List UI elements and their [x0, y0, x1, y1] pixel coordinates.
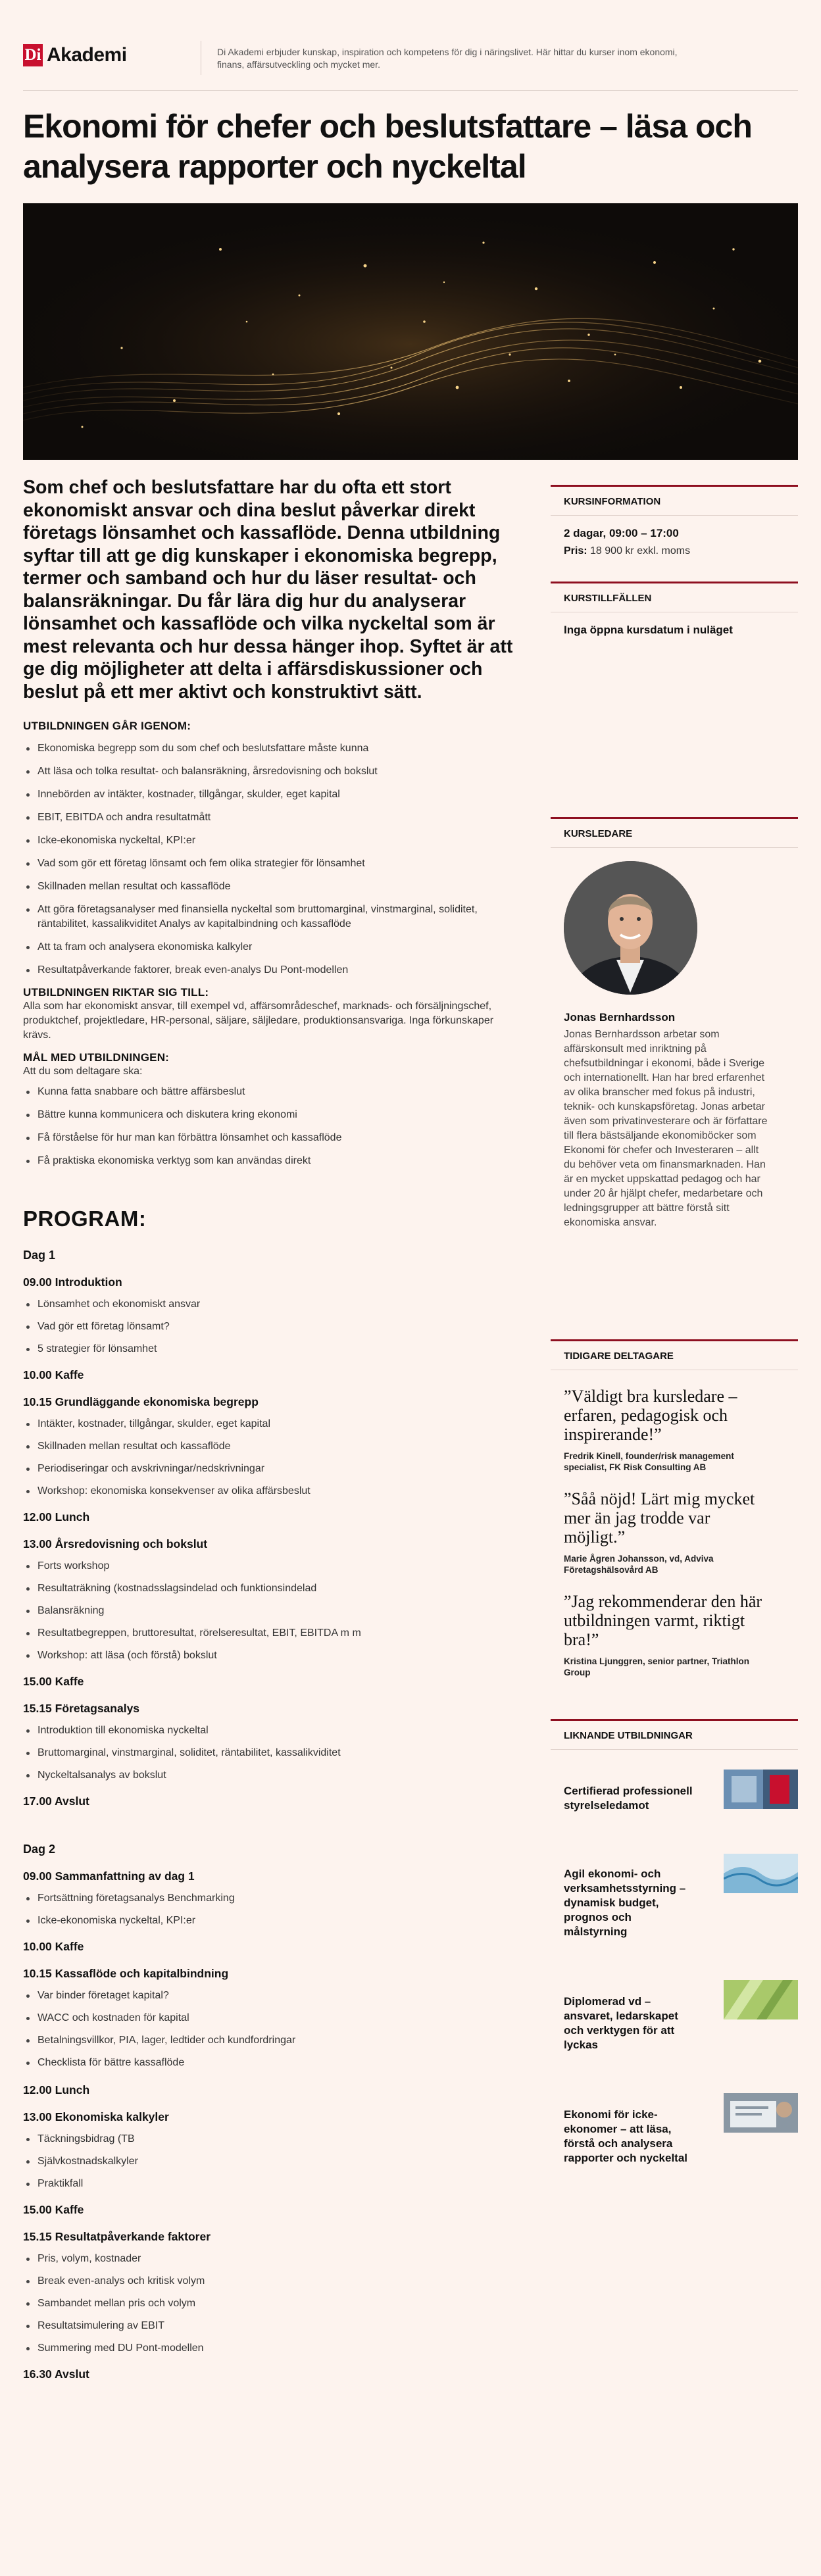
list-item: Få förståelse för hur man kan förbättra lönsamhet och kassaflöde: [23, 1131, 524, 1145]
program-heading: PROGRAM:: [23, 1206, 147, 1231]
day-heading: Dag 1: [23, 1249, 56, 1262]
list-item: Ekonomiska begrepp som du som chef och beslutsfattare måste kunna: [23, 741, 524, 756]
list-item: Skillnaden mellan resultat och kassaflöde: [23, 879, 524, 894]
di-akademi-logo[interactable]: [23, 44, 127, 66]
course-lead: Som chef och beslutsfattare har du ofta ett stort ekonomiskt ansvar och dina beslut påverkar direkt företags lönsamhet och kassaflöde. Denna utbildning syftar till att ge dig kunskaper i ekonomiska begrepp, termer och samband och hur du läser resultat- och balansräkningar. Du får lära dig hur du analyserar lönsamhet och kassaflöde och vilka nyckeltal som är mest relevanta och hur dessa hänger ihop. Syftet är att ge dig möjligheter att delta i affärsdiskussioner och beslut på ett mer aktivt och konstruktivt sätt.: [23, 477, 513, 703]
list-item: Vad gör ett företag lönsamt?: [23, 1320, 524, 1334]
session-list: [23, 1297, 524, 1356]
list-item: Pris, volym, kostnader: [23, 2252, 524, 2266]
list-item: Checklista för bättre kassaflöde: [23, 2056, 524, 2070]
list-item: Resultaträkning (kostnadsslagsindelad och funktionsindelad: [23, 1581, 524, 1596]
session-title: 15.15 Företagsanalys: [23, 1702, 140, 1715]
covers-heading: UTBILDNINGEN GÅR IGENOM:: [23, 720, 191, 732]
testimonial-author: Kristina Ljunggren, senior partner, Triathlon Group: [564, 1656, 750, 1677]
goals-heading: MÅL MED UTBILDNINGEN:: [23, 1051, 170, 1064]
list-item: Vad som gör ett företag lönsamt och fem olika strategier för lönsamhet: [23, 856, 524, 871]
session-title: 13.00 Årsredovisning och bokslut: [23, 1537, 208, 1550]
end-title: 17.00 Avslut: [23, 1795, 89, 1808]
card-divider: [551, 1749, 798, 1750]
break-title: 10.00 Kaffe: [23, 1368, 84, 1381]
session-title: 10.15 Grundläggande ekonomiska begrepp: [23, 1395, 259, 1408]
list-item: Balansräkning: [23, 1604, 524, 1618]
session-title: 09.00 Introduktion: [23, 1276, 122, 1289]
related-course-title[interactable]: Diplomerad vd – ansvaret, ledarskapet och verktygen för att lyckas: [564, 1995, 678, 2051]
list-item: Att ta fram och analysera ekonomiska kalkyler: [23, 940, 524, 954]
related-course-thumbnail[interactable]: [724, 1770, 798, 1809]
list-item: Bättre kunna kommunicera och diskutera kring ekonomi: [23, 1108, 524, 1122]
list-item: Att läsa och tolka resultat- och balansräkning, årsredovisning och bokslut: [23, 764, 524, 779]
list-item: Kunna fatta snabbare och bättre affärsbeslut: [23, 1085, 524, 1099]
break-title: 10.00 Kaffe: [23, 1940, 84, 1953]
list-item: Icke-ekonomiska nyckeltal, KPI:er: [23, 833, 524, 848]
end-title: 16.30 Avslut: [23, 2367, 89, 2381]
price-label: Pris:: [564, 545, 587, 557]
list-item: Resultatbegreppen, bruttoresultat, rörelseresultat, EBIT, EBITDA m m: [23, 1626, 524, 1641]
related-course-thumbnail[interactable]: [724, 1980, 798, 2019]
related-course-link[interactable]: [551, 2093, 798, 2166]
testimonial: [551, 1592, 798, 1678]
related-course-title[interactable]: Certifierad professionell styrelseledamot: [564, 1785, 693, 1812]
list-item: Nyckeltalsanalys av bokslut: [23, 1768, 524, 1783]
logo-text: Akademi: [47, 44, 127, 66]
related-course-thumbnail[interactable]: [724, 2093, 798, 2133]
course-description: [23, 476, 524, 2381]
list-item: Innebörden av intäkter, kostnader, tillgångar, skulder, eget kapital: [23, 787, 524, 802]
page-title: Ekonomi för chefer och beslutsfattare – läsa och analysera rapporter och nyckeltal: [23, 108, 752, 185]
card-title: TIDIGARE DELTAGARE: [564, 1350, 674, 1362]
testimonial-author: Marie Ågren Johansson, vd, Adviva Företagshälsovård AB: [564, 1554, 714, 1575]
goals-list: [23, 1085, 524, 1168]
related-course-link[interactable]: [551, 1770, 798, 1813]
list-item: Att göra företagsanalyser med finansiella nyckeltal som bruttomarginal, vinstmarginal, soliditet, räntabilitet, kassalikviditet Analys av kapitalbindning och kassaflöde: [23, 903, 524, 931]
list-item: Icke-ekonomiska nyckeltal, KPI:er: [23, 1914, 524, 1928]
list-item: Intäkter, kostnader, tillgångar, skulder, eget kapital: [23, 1417, 524, 1431]
session-title: 10.15 Kassaflöde och kapitalbindning: [23, 1967, 229, 1980]
session-list: [23, 1417, 524, 1499]
testimonial-quote: ”Väldigt bra kursledare – erfaren, pedagogisk och inspirerande!”: [564, 1387, 737, 1444]
list-item: Workshop: att läsa (och förstå) bokslut: [23, 1648, 524, 1663]
testimonial-quote: ”Såå nöjd! Lärt mig mycket mer än jag trodde var möjligt.”: [564, 1489, 755, 1547]
list-item: Resultatsimulering av EBIT: [23, 2319, 524, 2333]
list-item: Summering med DU Pont-modellen: [23, 2341, 524, 2356]
list-item: Självkostnadskalkyler: [23, 2154, 524, 2169]
testimonial: [551, 1489, 798, 1575]
session-list: [23, 1559, 524, 1663]
leader-name: Jonas Bernhardsson: [564, 1011, 676, 1024]
list-item: EBIT, EBITDA och andra resultatmått: [23, 810, 524, 825]
session-title: 15.15 Resultatpåverkande faktorer: [23, 2230, 211, 2243]
session-list: [23, 2132, 524, 2191]
list-item: Fortsättning företagsanalys Benchmarking: [23, 1891, 524, 1906]
testimonial-author: Fredrik Kinell, founder/risk management specialist, FK Risk Consulting AB: [564, 1451, 734, 1472]
price-value: 18 900 kr exkl. moms: [590, 545, 691, 557]
break-title: 12.00 Lunch: [23, 1510, 90, 1523]
session-list: [23, 2252, 524, 2356]
list-item: Workshop: ekonomiska konsekvenser av olika affärsbeslut: [23, 1484, 524, 1499]
testimonial: [551, 1387, 798, 1473]
hero-image: [23, 203, 798, 460]
course-duration: 2 dagar, 09:00 – 17:00: [564, 527, 679, 539]
list-item: Få praktiska ekonomiska verktyg som kan användas direkt: [23, 1154, 524, 1168]
break-title: 15.00 Kaffe: [23, 1675, 84, 1688]
list-item: 5 strategier för lönsamhet: [23, 1342, 524, 1356]
list-item: Täckningsbidrag (TB: [23, 2132, 524, 2146]
course-leader-card: [551, 817, 798, 1230]
leader-bio: Jonas Bernhardsson arbetar som affärskonsult med inriktning på chefsutbildningar i ekonomi, både i Sverige och internationellt. Han har bred erfarenhet av olika branscher med fokus på industri, teknik- och kunskapsföretag. Jonas arbetar även som privatinvesterare och är författare till flera bästsäljande ekonomiböcker som Ekonomi för chefer och Investeraren – allt du behöver veta om finansmarknaden. Han är en mycket uppskattad pedagog och har under 20 år hjälpt chefer, medarbetare och ledningsgrupper att bättre förstå sitt ekonomiska ansvar.: [564, 1029, 768, 1228]
goals-intro: Att du som deltagare ska:: [23, 1066, 143, 1077]
related-course-link[interactable]: [551, 1854, 798, 1939]
list-item: Periodiseringar och avskrivningar/nedskrivningar: [23, 1462, 524, 1476]
list-item: Var binder företaget kapital?: [23, 1989, 524, 2003]
related-course-title[interactable]: Ekonomi för icke-ekonomer – att läsa, förstå och analysera rapporter och nyckeltal: [564, 2108, 688, 2164]
testimonials-card: [551, 1339, 798, 1678]
leader-avatar: [551, 848, 798, 998]
list-item: WACC och kostnaden för kapital: [23, 2011, 524, 2025]
session-list: [23, 1989, 524, 2070]
list-item: Introduktion till ekonomiska nyckeltal: [23, 1723, 524, 1738]
audience-text: Alla som har ekonomiskt ansvar, till exempel vd, affärsområdeschef, marknads- och försäljningschef, produktchef, projektledare, HR-personal, säljare, säljledare, produktionsansvariga. Inga förkunskaper krävs.: [23, 1001, 494, 1041]
break-title: 12.00 Lunch: [23, 2083, 90, 2096]
testimonial-quote: ”Jag rekommenderar den här utbildningen varmt, riktigt bra!”: [564, 1592, 762, 1649]
sessions-empty-text: Inga öppna kursdatum i nuläget: [564, 624, 733, 636]
sessions-card: [551, 582, 798, 637]
covers-list: [23, 741, 524, 978]
session-list: [23, 1891, 524, 1928]
list-item: Skillnaden mellan resultat och kassaflöde: [23, 1439, 524, 1454]
card-title: LIKNANDE UTBILDNINGAR: [564, 1730, 693, 1741]
course-price: [551, 540, 798, 557]
list-item: Praktikfall: [23, 2177, 524, 2191]
related-courses-card: [551, 1719, 798, 2166]
related-course-thumbnail[interactable]: [724, 1854, 798, 1893]
list-item: Resultatpåverkande faktorer, break even-analys Du Pont-modellen: [23, 963, 524, 978]
logo-badge: Di: [23, 44, 43, 66]
list-item: Sambandet mellan pris och volym: [23, 2296, 524, 2311]
card-title: KURSLEDARE: [564, 828, 633, 839]
list-item: Forts workshop: [23, 1559, 524, 1573]
session-title: 13.00 Ekonomiska kalkyler: [23, 2110, 169, 2123]
list-item: Betalningsvillkor, PIA, lager, ledtider och kundfordringar: [23, 2033, 524, 2048]
course-info-card: [551, 485, 798, 557]
header-tagline: Di Akademi erbjuder kunskap, inspiration och kompetens för dig i näringslivet. Här hittar du kurser inom ekonomi, finans, affärsutveckling och mycket mer.: [217, 47, 678, 70]
session-title: 09.00 Sammanfattning av dag 1: [23, 1870, 195, 1883]
related-course-title[interactable]: Agil ekonomi- och verksamhetsstyrning – dynamisk budget, prognos och målstyrning: [564, 1868, 686, 1938]
list-item: Lönsamhet och ekonomiskt ansvar: [23, 1297, 524, 1312]
session-list: [23, 1723, 524, 1783]
program: [23, 1206, 524, 2381]
related-course-link[interactable]: [551, 1980, 798, 2052]
break-title: 15.00 Kaffe: [23, 2203, 84, 2216]
site-header: [23, 0, 798, 91]
day-heading: Dag 2: [23, 1843, 56, 1856]
list-item: Bruttomarginal, vinstmarginal, soliditet, räntabilitet, kassalikviditet: [23, 1746, 524, 1760]
card-title: KURSTILLFÄLLEN: [564, 593, 652, 604]
audience-heading: UTBILDNINGEN RIKTAR SIG TILL:: [23, 986, 209, 999]
list-item: Break even-analys och kritisk volym: [23, 2274, 524, 2289]
card-title: KURSINFORMATION: [564, 496, 661, 507]
